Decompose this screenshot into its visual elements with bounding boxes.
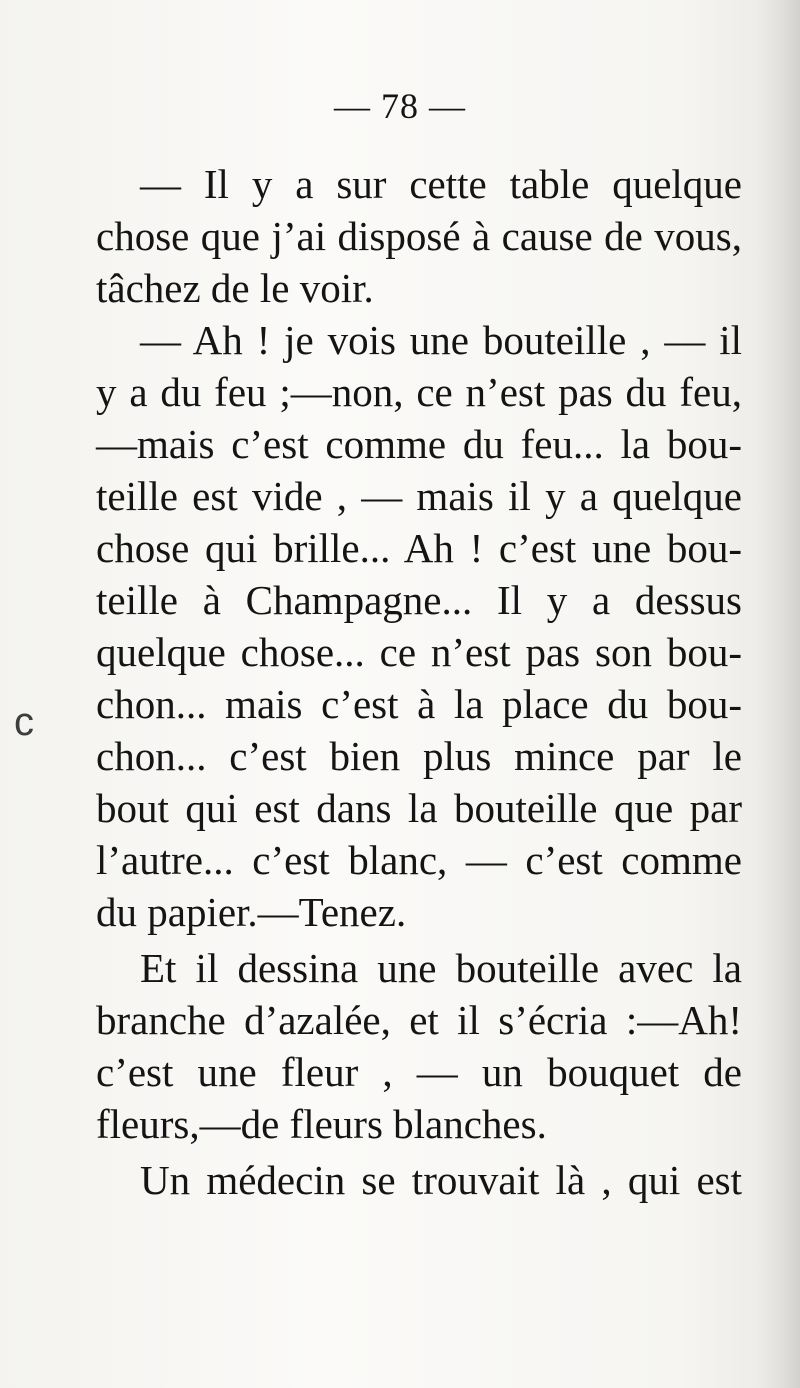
text-line: bout qui est dans la bouteille que par [96, 785, 742, 831]
text-line: teille est vide , — mais il y a quelque [96, 473, 742, 519]
page-number: — 78 — [334, 86, 466, 126]
text-line: Un médecin se trouvait là , qui est [140, 1157, 742, 1203]
text-line: teille à Champagne... Il y a dessus [96, 577, 742, 623]
text-line: —mais c’est comme du feu... la bou- [96, 421, 742, 467]
text-line: c’est une fleur , — un bouquet de [96, 1049, 742, 1095]
text-line: chon... mais c’est à la place du bou- [96, 681, 742, 727]
text-line: quelque chose... ce n’est pas son bou- [96, 629, 742, 675]
text-line: — Il y a sur cette table quelque [140, 161, 742, 207]
text-line: chose que j’ai disposé à cause de vous, [96, 213, 742, 259]
page-edge-shadow [758, 0, 800, 1388]
text-line: l’autre... c’est blanc, — c’est comme [96, 837, 742, 883]
text-line: y a du feu ;—non, ce n’est pas du feu, [96, 369, 742, 415]
text-line: tâchez de le voir. [96, 265, 374, 311]
text-line: fleurs,—de fleurs blanches. [96, 1101, 547, 1147]
text-line: branche d’azalée, et il s’écria :—Ah! [96, 997, 742, 1043]
margin-mark: c [14, 700, 34, 744]
text-line: du papier.—Tenez. [96, 889, 407, 935]
text-line: chon... c’est bien plus mince par le [96, 733, 742, 779]
text-line: — Ah ! je vois une bouteille , — il [140, 317, 742, 363]
text-line: Et il dessina une bouteille avec la [140, 945, 742, 991]
text-line: chose qui brille... Ah ! c’est une bou- [96, 525, 742, 571]
